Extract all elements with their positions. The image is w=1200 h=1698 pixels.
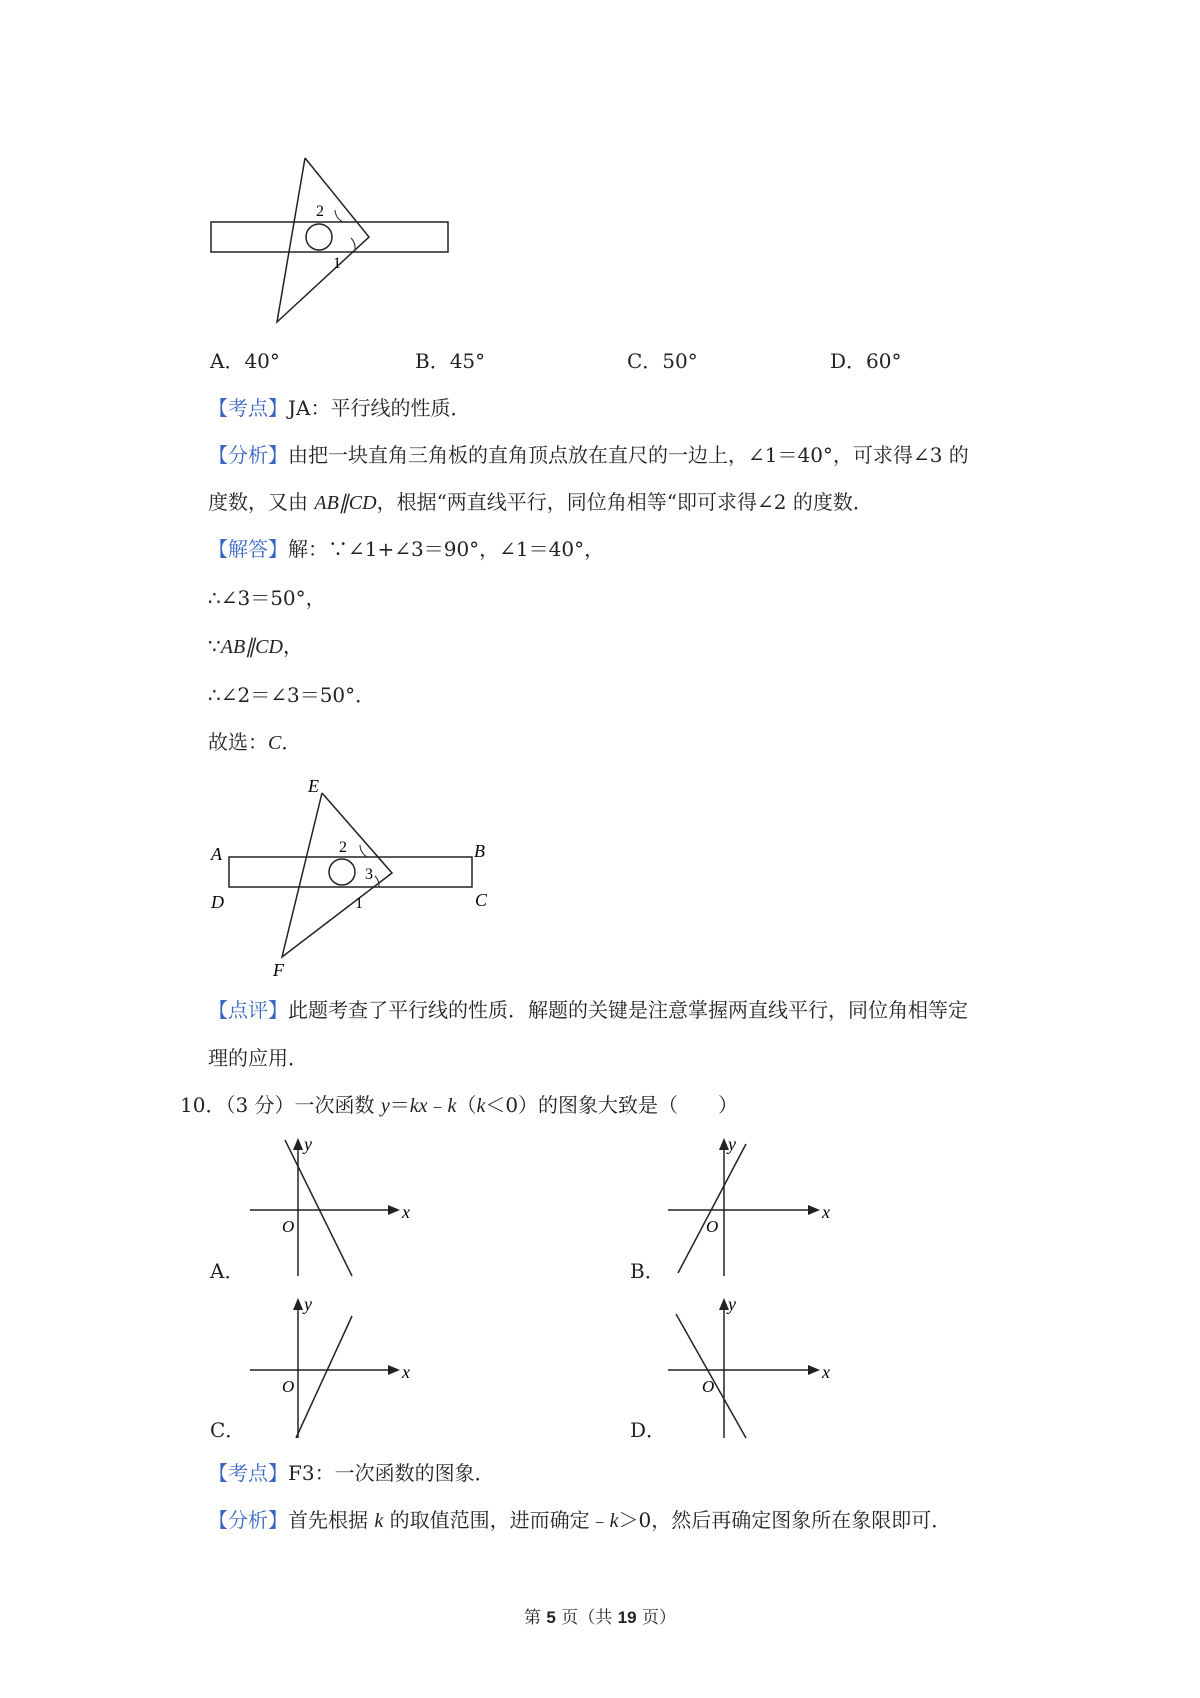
axis-x-label: x xyxy=(402,1202,410,1222)
jieda-line3-comma: ， xyxy=(282,634,303,658)
eq-k: k xyxy=(447,1095,457,1117)
graph-b xyxy=(662,1128,842,1278)
axis-x-label: x xyxy=(822,1362,830,1382)
function-line xyxy=(296,1316,352,1438)
angle-3-label: 3 xyxy=(365,866,373,883)
jieda-line3-because: ∵ xyxy=(208,634,221,658)
kaodian-tag: 【考点】 xyxy=(208,396,288,420)
q9-dianping-line1 xyxy=(208,997,968,1023)
q9-fenxi-line1 xyxy=(208,442,969,468)
eq-minus: ﹣ xyxy=(427,1093,448,1117)
q9-jieda-line5 xyxy=(208,729,301,756)
axis-y-label: y xyxy=(304,1294,312,1314)
origin-label: O xyxy=(702,1377,715,1396)
triangle xyxy=(277,158,369,322)
q9-jieda-line1 xyxy=(208,536,604,562)
page-total: 19 xyxy=(617,1608,637,1627)
graph-a-label: A． xyxy=(210,1259,245,1283)
footer-middle: 页（共 xyxy=(555,1608,618,1628)
axis-x-label: x xyxy=(822,1202,830,1222)
fenxi-tag: 【分析】 xyxy=(208,443,288,467)
function-line xyxy=(676,1314,746,1438)
graph-a xyxy=(240,1128,420,1278)
option-a: A．40° xyxy=(210,349,280,373)
angle-2-label: 2 xyxy=(339,839,347,856)
jieda-line3-math: AB∥CD xyxy=(220,636,283,658)
fenxi-k2: k xyxy=(609,1510,619,1532)
origin-label: O xyxy=(282,1377,295,1396)
function-line xyxy=(678,1144,746,1273)
q9-jieda-line3 xyxy=(208,633,303,660)
jieda-answer: C xyxy=(268,732,282,754)
kaodian-text: JA：平行线的性质． xyxy=(288,396,471,420)
q9-jieda-line2: ∴∠3＝50°， xyxy=(208,586,326,610)
eq-kx: kx xyxy=(409,1095,428,1117)
origin-label: O xyxy=(282,1217,295,1236)
dianping-text: 此题考查了平行线的性质．解题的关键是注意掌握两直线平行，同位角相等定 xyxy=(288,998,968,1022)
footer-prefix: 第 xyxy=(523,1608,547,1628)
point-f-label: F xyxy=(273,960,284,980)
fenxi-part-b: 的取值范围，进而确定﹣ xyxy=(383,1508,610,1532)
axis-y-label: y xyxy=(304,1134,312,1154)
ruler-hole xyxy=(329,859,355,885)
cond-open: （ xyxy=(456,1093,477,1117)
kaodian-text: F3：一次函数的图象． xyxy=(288,1461,495,1485)
graph-b-label: B． xyxy=(630,1259,665,1283)
graph-c-label: C． xyxy=(210,1418,246,1442)
angle-1-label: 1 xyxy=(355,895,363,912)
fenxi-line2-part-a: 度数，又由 xyxy=(208,490,315,514)
kaodian-tag: 【考点】 xyxy=(208,1461,288,1485)
graph-d-label: D． xyxy=(630,1418,667,1442)
ruler-hole xyxy=(306,224,332,250)
angle-2-label: 2 xyxy=(316,203,324,220)
q10-stem xyxy=(180,1092,738,1119)
q9-fenxi-line2 xyxy=(208,489,873,516)
option-c: C．50° xyxy=(627,349,698,373)
cond-rest: ＜0）的图象大致是（ ） xyxy=(485,1093,739,1117)
footer-suffix: 页） xyxy=(636,1608,676,1628)
fenxi-text: 由把一块直角三角板的直角顶点放在直尺的一边上，∠1＝40°，可求得∠3 的 xyxy=(288,443,969,467)
graph-d xyxy=(662,1290,842,1440)
axis-x-label: x xyxy=(402,1362,410,1382)
q10-number: 10．（3 分）一次函数 xyxy=(180,1093,381,1117)
jieda-tag: 【解答】 xyxy=(208,537,288,561)
point-e-label: E xyxy=(308,776,319,796)
q9-kaodian xyxy=(208,395,470,421)
function-line xyxy=(285,1140,352,1276)
point-b-label: B xyxy=(474,841,485,861)
q9-jieda-line4: ∴∠2＝∠3＝50°． xyxy=(208,683,376,707)
figure-labeled-ruler-triangle xyxy=(205,765,495,980)
q9-dianping-line2: 理的应用． xyxy=(208,1046,308,1070)
figure-ruler-triangle xyxy=(205,150,465,330)
axis-y-label: y xyxy=(728,1134,736,1154)
point-c-label: C xyxy=(475,890,488,910)
cond-k: k xyxy=(476,1095,486,1117)
point-a-label: A xyxy=(211,844,222,864)
page-number: 5 xyxy=(546,1608,556,1627)
dianping-tag: 【点评】 xyxy=(208,998,288,1022)
q10-fenxi xyxy=(208,1507,951,1534)
page-footer xyxy=(0,1603,1200,1628)
axis-y-label: y xyxy=(728,1294,736,1314)
fenxi-line2-part-c: ，根据“两直线平行，同位角相等“即可求得∠2 的度数． xyxy=(376,490,873,514)
ruler xyxy=(211,222,448,252)
jieda-line1-text: 解：∵∠1+∠3＝90°，∠1＝40°， xyxy=(288,537,605,561)
fenxi-line2-math: AB∥CD xyxy=(314,492,377,514)
fenxi-part-c: ＞0，然后再确定图象所在象限即可． xyxy=(618,1508,952,1532)
jieda-line5-period: ． xyxy=(281,730,302,754)
fenxi-k: k xyxy=(374,1510,384,1532)
point-d-label: D xyxy=(211,892,224,912)
eq-equals: ＝ xyxy=(389,1093,410,1117)
fenxi-tag: 【分析】 xyxy=(208,1508,288,1532)
graph-c xyxy=(240,1290,420,1440)
fenxi-part-a: 首先根据 xyxy=(288,1508,375,1532)
option-b: B．45° xyxy=(415,349,486,373)
jieda-line5-prefix: 故选： xyxy=(208,730,268,754)
option-d: D．60° xyxy=(830,349,902,373)
eq-y: y xyxy=(380,1095,390,1117)
angle-1-label: 1 xyxy=(333,255,341,272)
q10-kaodian xyxy=(208,1460,495,1486)
triangle xyxy=(282,793,392,957)
origin-label: O xyxy=(706,1217,719,1236)
